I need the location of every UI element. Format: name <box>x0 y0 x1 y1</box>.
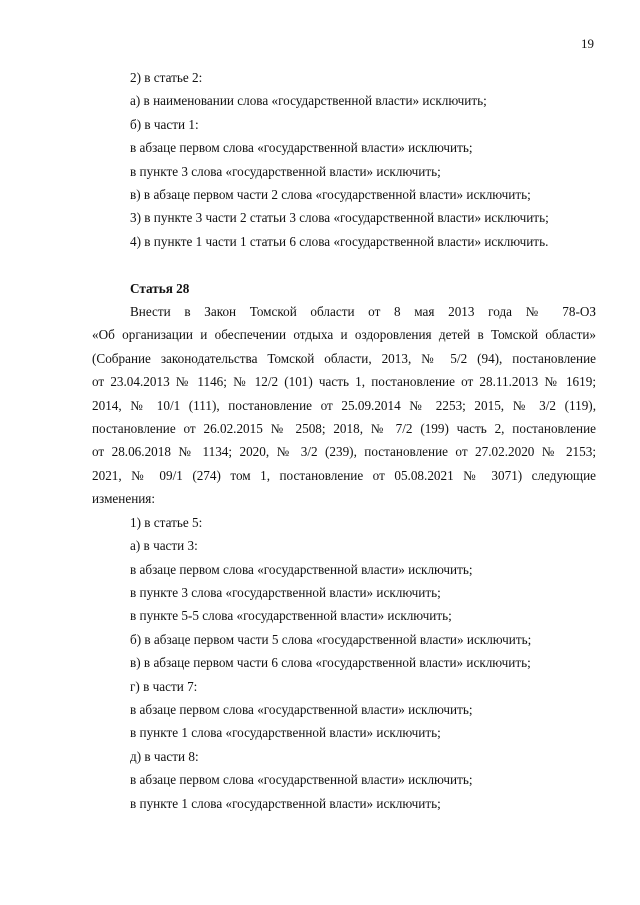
list-item: д) в части 8: <box>130 748 199 764</box>
paragraph-line: (Собрание законодательства Томской области, 2013, № 5/2 (94), постановление <box>92 350 596 366</box>
list-item: а) в части 3: <box>130 538 198 554</box>
list-item: в) в абзаце первом части 2 слова «государственной власти» исключить; <box>130 187 531 203</box>
list-item: в абзаце первом слова «государственной власти» исключить; <box>130 140 473 156</box>
article-paragraph <box>92 300 596 511</box>
paragraph-line: изменения: <box>92 491 156 507</box>
list-item: в пункте 1 слова «государственной власти» исключить; <box>130 725 441 741</box>
paragraph-line: постановление от 26.02.2015 № 2508; 2018, № 7/2 (199) часть 2, постановление <box>92 421 596 437</box>
article-heading: Статья 28 <box>130 280 190 296</box>
page-number: 19 <box>581 36 594 51</box>
list-item: в пункте 3 слова «государственной власти» исключить; <box>130 163 441 179</box>
list-item: а) в наименовании слова «государственной власти» исключить; <box>130 93 487 109</box>
list-item: в абзаце первом слова «государственной власти» исключить; <box>130 701 473 717</box>
list-item: 4) в пункте 1 части 1 статьи 6 слова «государственной власти» исключить. <box>130 233 549 249</box>
paragraph-line: от 28.06.2018 № 1134; 2020, № 3/2 (239), постановление от 27.02.2020 № 2153; <box>92 444 596 460</box>
list-item: в абзаце первом слова «государственной власти» исключить; <box>130 772 473 788</box>
list-item: 1) в статье 5: <box>130 514 203 530</box>
list-item: в абзаце первом слова «государственной власти» исключить; <box>130 561 473 577</box>
document-body <box>92 66 596 815</box>
list-item: в пункте 1 слова «государственной власти» исключить; <box>130 795 441 811</box>
paragraph-line: «Об организации и обеспечении отдыха и оздоровления детей в Томской области» <box>92 327 596 343</box>
spacer <box>92 253 596 276</box>
list-item: в) в абзаце первом части 6 слова «государственной власти» исключить; <box>130 655 531 671</box>
paragraph-line: от 23.04.2013 № 1146; № 12/2 (101) часть 1, постановление от 28.11.2013 № 1619; <box>92 374 596 390</box>
list-item: 3) в пункте 3 части 2 статьи 3 слова «государственной власти» исключить; <box>130 210 549 226</box>
list-item: г) в части 7: <box>130 678 198 694</box>
list-item: 2) в статье 2: <box>130 70 203 85</box>
paragraph-line: 2021, № 09/1 (274) том 1, постановление от 05.08.2021 № 3071) следующие <box>92 467 596 483</box>
list-item: в пункте 5-5 слова «государственной власти» исключить; <box>130 608 452 624</box>
list-item: б) в абзаце первом части 5 слова «государственной власти» исключить; <box>130 631 532 647</box>
list-item: в пункте 3 слова «государственной власти» исключить; <box>130 584 441 600</box>
paragraph-line: Внести в Закон Томской области от 8 мая 2013 года № 78-ОЗ <box>130 304 596 320</box>
paragraph-line: 2014, № 10/1 (111), постановление от 25.09.2014 № 2253; 2015, № 3/2 (119), <box>92 397 596 413</box>
list-item: б) в части 1: <box>130 116 199 132</box>
